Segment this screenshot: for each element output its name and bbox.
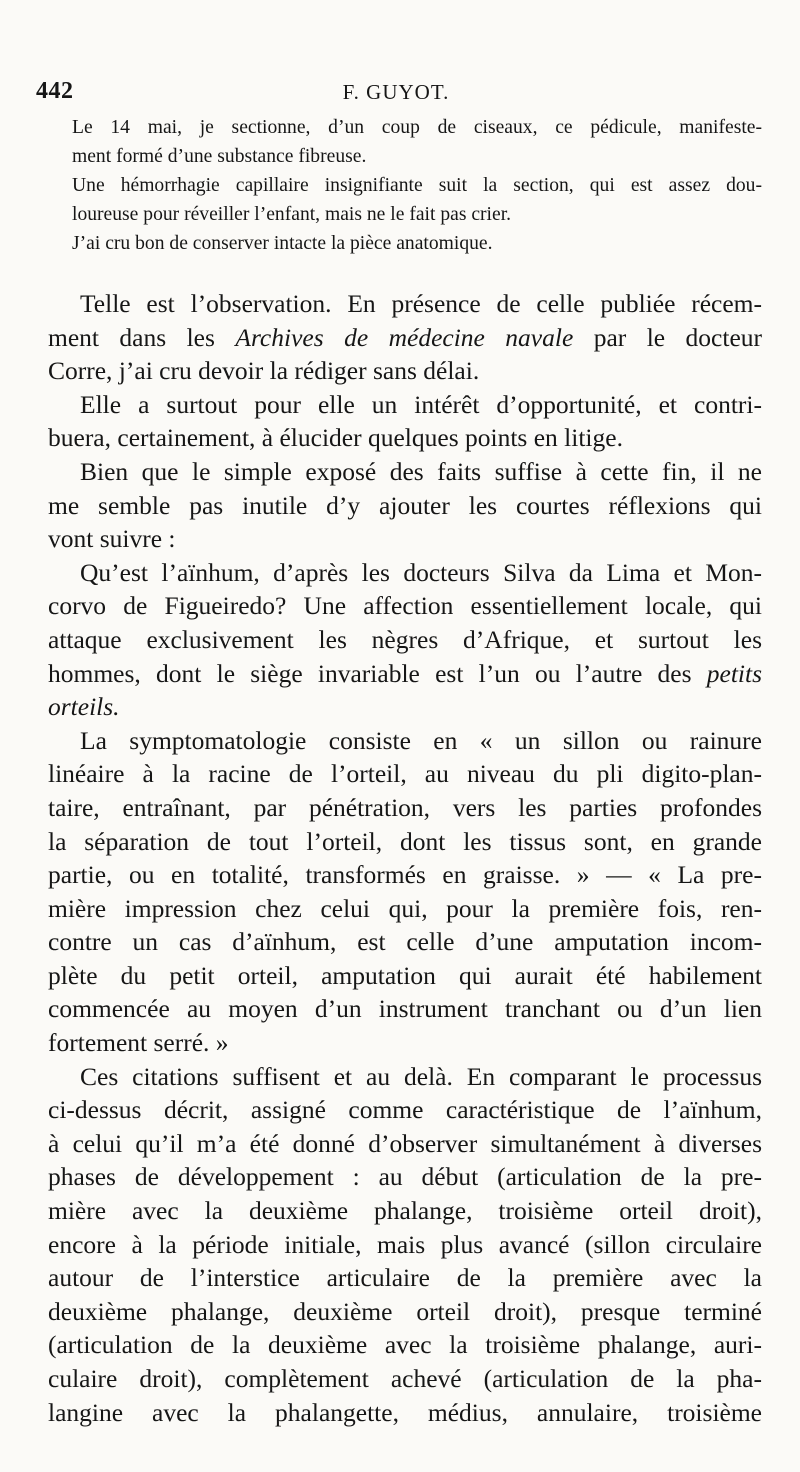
text-line: fortement serré. » bbox=[48, 1028, 229, 1058]
note-paragraph-1 bbox=[72, 113, 762, 171]
text-line: commencée au moyen d’un instrument tranchant ou d’un lien bbox=[48, 994, 762, 1024]
running-head: F. GUYOT. bbox=[342, 80, 450, 104]
text-line: Telle est l’observation. En présence de celle publiée récem- bbox=[80, 289, 762, 318]
text-line: la séparation de tout l’orteil, dont les tissus sont, en grande bbox=[48, 826, 762, 856]
text-line: autour de l’interstice articulaire de la première avec la bbox=[48, 1263, 762, 1293]
note-paragraph-3 bbox=[72, 229, 762, 258]
page-number: 442 bbox=[36, 78, 74, 104]
text-line: (articulation de la deuxième avec la troisième phalange, auri- bbox=[48, 1330, 762, 1360]
note-paragraph-2 bbox=[72, 171, 762, 229]
text-line: loureuse pour réveiller l’enfant, mais ne le fait pas crier. bbox=[72, 204, 512, 225]
text-line: buera, certainement, à élucider quelques points en litige. bbox=[48, 423, 623, 453]
text-line: ment formé d’une substance fibreuse. bbox=[72, 146, 367, 167]
text-line: Ces citations suffisent et au delà. En comparant le processus bbox=[80, 1061, 762, 1091]
text-line: Qu’est l’aïnhum, d’après les docteurs Silva da Lima et Mon- bbox=[80, 557, 762, 587]
text-line: Le 14 mai, je sectionne, d’un coup de ciseaux, ce pédicule, manifeste- bbox=[72, 117, 762, 138]
text-line: hommes, dont le siège invariable est l’un ou l’autre des petits bbox=[48, 658, 762, 688]
text-line: orteils. bbox=[48, 692, 120, 722]
text-line: attaque exclusivement les nègres d’Afrique, et surtout les bbox=[48, 624, 762, 654]
text-line: Une hémorrhagie capillaire insignifiante suit la section, qui est assez dou- bbox=[72, 175, 762, 196]
text-line: phases de développement : au début (articulation de la pre- bbox=[48, 1162, 762, 1192]
text-line: vont suivre : bbox=[48, 524, 176, 554]
text-line: encore à la période initiale, mais plus avancé (sillon circulaire bbox=[48, 1229, 762, 1259]
text-line: contre un cas d’aïnhum, est celle d’une amputation incom- bbox=[48, 927, 762, 957]
text-line: La symptomatologie consiste en « un sillon ou rainure bbox=[80, 725, 762, 755]
text-line: Bien que le simple exposé des faits suffise à cette fin, il ne bbox=[80, 456, 762, 486]
text-line: taire, entraînant, par pénétration, vers les parties profondes bbox=[48, 792, 762, 822]
text-line: ci-dessus décrit, assigné comme caractéristique de l’aïnhum, bbox=[48, 1095, 762, 1125]
main-text bbox=[48, 287, 762, 1429]
text-line: culaire droit), complètement achevé (articulation de la pha- bbox=[48, 1364, 762, 1393]
text-line: à celui qu’il m’a été donné d’observer simultanément à diverses bbox=[48, 1128, 762, 1158]
case-notes bbox=[72, 113, 762, 258]
text-line: ment dans les Archives de médecine navale par le docteur bbox=[48, 322, 762, 352]
text-line: J’ai cru bon de conserver intacte la pièce anatomique. bbox=[72, 233, 493, 254]
text-line: deuxième phalange, deuxième orteil droit), presque terminé bbox=[48, 1296, 762, 1326]
text-line: linéaire à la racine de l’orteil, au niveau du pli digito-plan- bbox=[48, 759, 762, 789]
text-line: mière impression chez celui qui, pour la première fois, ren- bbox=[48, 893, 762, 923]
text-line: partie, ou en totalité, transformés en graisse. » — « La pre- bbox=[48, 860, 762, 890]
text-line: plète du petit orteil, amputation qui aurait été habilement bbox=[48, 960, 762, 990]
page-header bbox=[36, 78, 756, 108]
text-line: me semble pas inutile d’y ajouter les courtes réflexions qui bbox=[48, 490, 762, 520]
text-line: langine avec la phalangette, médius, annulaire, troisième bbox=[48, 1397, 762, 1427]
text-line: Corre, j’ai cru devoir la rédiger sans délai. bbox=[48, 356, 480, 386]
text-line: mière avec la deuxième phalange, troisième orteil droit), bbox=[48, 1196, 762, 1226]
text-line: Elle a surtout pour elle un intérêt d’opportunité, et contri- bbox=[80, 389, 762, 419]
text-line: corvo de Figueiredo? Une affection essentiellement locale, qui bbox=[48, 591, 762, 621]
